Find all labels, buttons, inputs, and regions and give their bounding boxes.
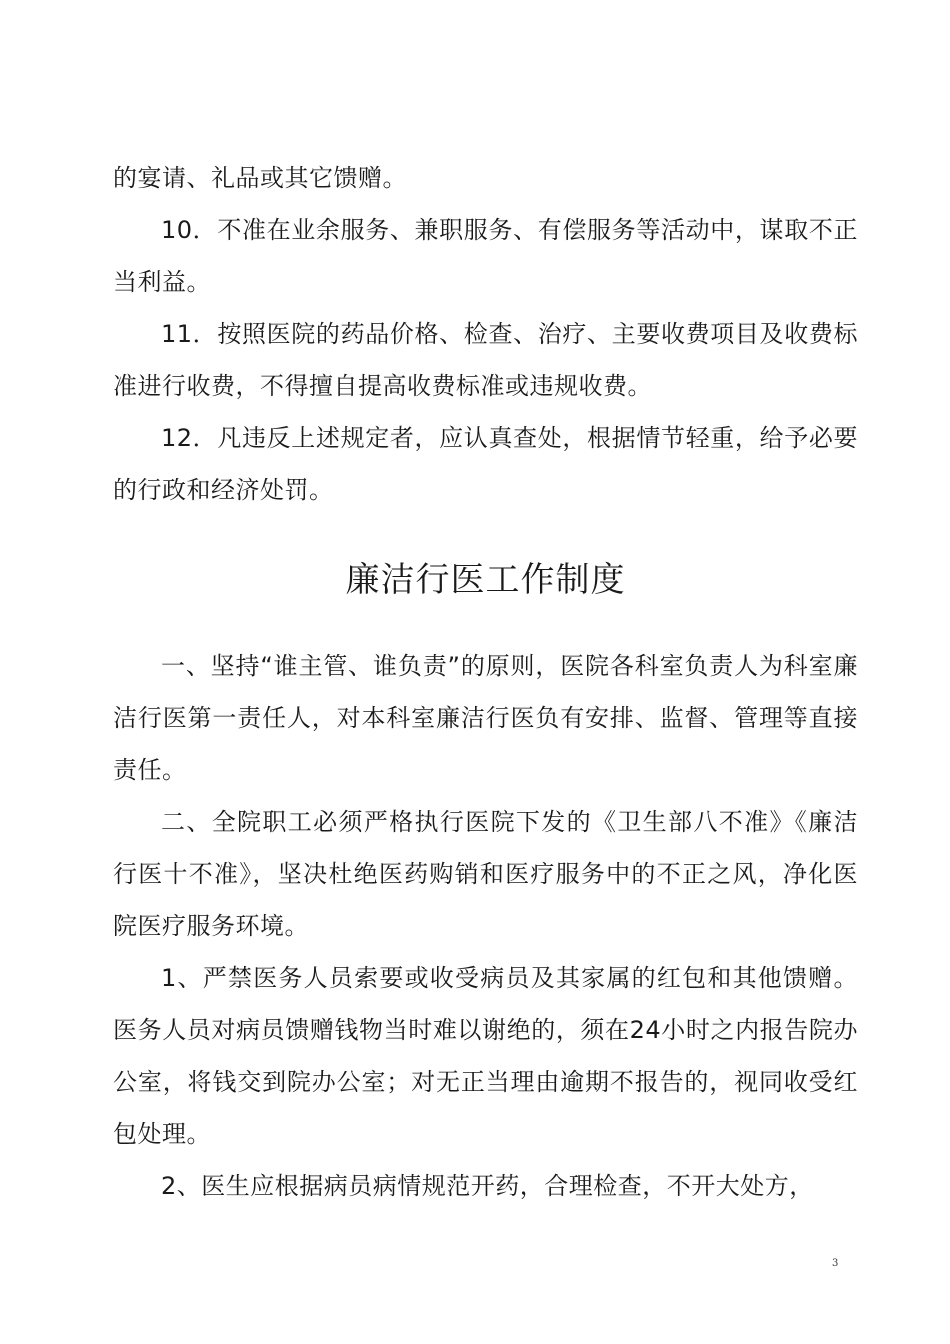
paragraph-rule-1: 1、严禁医务人员索要或收受病员及其家属的红包和其他馈赠。医务人员对病员馈赠钱物当时难以谢绝的，须在24小时之内报告院办公室，将钱交到院办公室；对无正当理由逾期不报告的，视同收受红包处理。 [113, 964, 858, 1148]
paragraph-item-12: 12．凡违反上述规定者，应认真查处，根据情节轻重，给予必要的行政和经济处罚。 [113, 424, 858, 504]
paragraph-continuation: 的宴请、礼品或其它馈赠。 [113, 164, 407, 192]
page-number: 3 [832, 1258, 839, 1269]
paragraph-rule-2: 2、医生应根据病员病情规范开药，合理检查，不开大处方， [161, 1172, 814, 1200]
paragraph-item-11: 11．按照医院的药品价格、检查、治疗、主要收费项目及收费标准进行收费，不得擅自提高收费标准或违规收费。 [113, 320, 858, 400]
document-body [113, 152, 858, 1212]
paragraph-item-10: 10．不准在业余服务、兼职服务、有偿服务等活动中，谋取不正当利益。 [113, 216, 858, 296]
paragraph-section-two: 二、全院职工必须严格执行医院下发的《卫生部八不准》《廉洁行医十不准》，坚决杜绝医药购销和医疗服务中的不正之风，净化医院医疗服务环境。 [113, 808, 858, 940]
section-title: 廉洁行医工作制度 [345, 560, 626, 600]
paragraph-section-one: 一、坚持“谁主管、谁负责”的原则，医院各科室负责人为科室廉洁行医第一责任人，对本科室廉洁行医负有安排、监督、管理等直接责任。 [113, 652, 858, 784]
